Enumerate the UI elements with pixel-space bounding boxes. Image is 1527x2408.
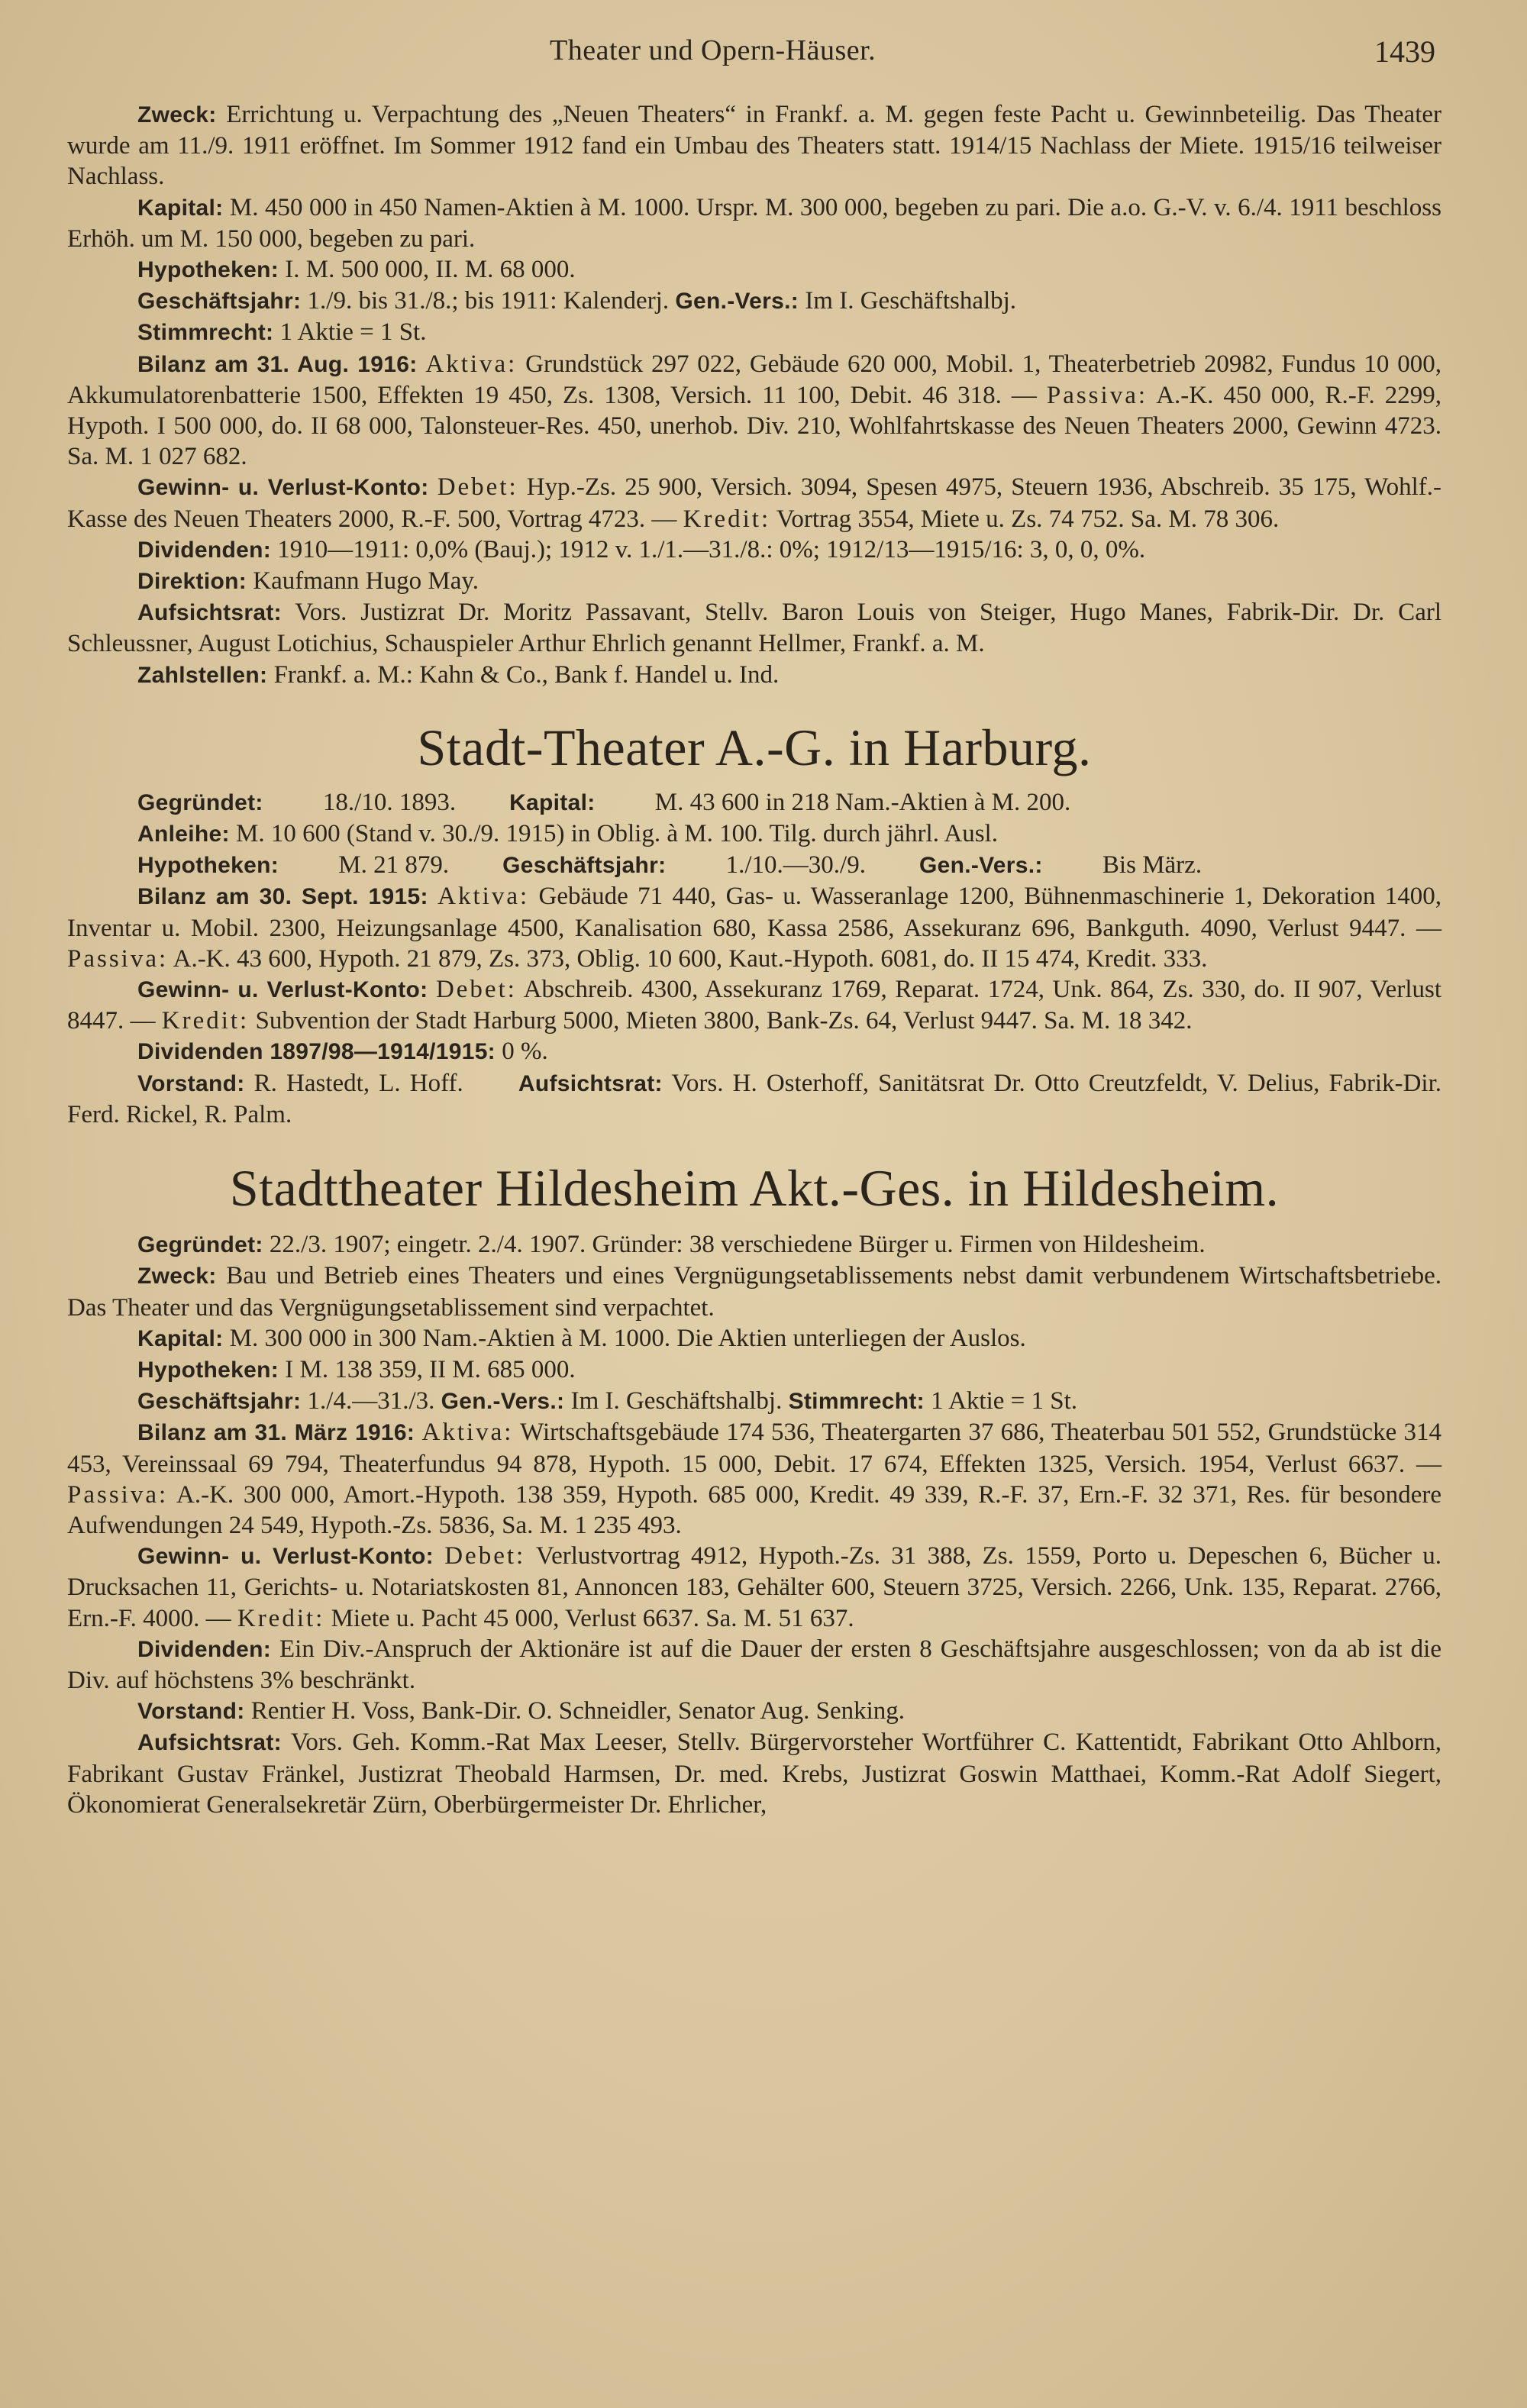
company-heading-hildesheim: Stadttheater Hildesheim Akt.-Ges. in Hildesheim. — [229, 1159, 1280, 1218]
geschaeftsjahr-paragraph: Geschäftsjahr: 1./4.—31./3. Gen.-Vers.: Im I. Geschäftshalbj. Stimmrecht: 1 Aktie = 1 St. — [137, 1387, 1078, 1415]
guv-paragraph: Gewinn- u. Verlust-Konto: Debet: Hyp.-Zs. 25 900, Versich. 3094, Spesen 4975, Steuern 1936, Abschreib. 35 175, Wohlf.-Kasse des Neuen Theaters 2000, R.-F. 500, Vortrag 4723. — Kredit: Vortrag 3554, Miete u. Zs. 74 752. Sa. M. 78 306. — [67, 473, 1442, 533]
dividenden-paragraph: Dividenden 1897/98—1914/1915: 0 %. — [137, 1038, 548, 1066]
hypotheken-paragraph: Hypotheken: I M. 138 359, II M. 685 000. — [137, 1355, 576, 1383]
dividenden-paragraph: Dividenden: Ein Div.-Anspruch der Aktionäre ist auf die Dauer der ersten 8 Geschäftsjahre ausgeschlossen; von da ab ist die Div. auf höchstens 3% beschränkt. — [67, 1635, 1442, 1694]
aufsichtsrat-paragraph: Aufsichtsrat: Vors. Justizrat Dr. Moritz Passavant, Stellv. Baron Louis von Steiger, Hugo Manes, Fabrik-Dir. Dr. Carl Schleussner, August Lotichius, Schauspieler Arthur Ehrlich genannt Hellmer, Frankf. a. M. — [67, 599, 1441, 658]
guv-paragraph: Gewinn- u. Verlust-Konto: Debet: Abschreib. 4300, Assekuranz 1769, Reparat. 1724, Unk. 864, Zs. 330, do. II 907, Verlust 8447. — Kredit: Subvention der Stadt Harburg 5000, Mieten 3800, Bank-Zs. 64, Verlust 9447. Sa. M. 18 342. — [67, 976, 1441, 1035]
hypotheken-geschaeftsjahr-paragraph: Hypotheken: M. 21 879. Geschäftsjahr: 1./10.—30./9. Gen.-Vers.: Bis März. — [137, 851, 1203, 880]
bilanz-paragraph: Bilanz am 31. März 1916: Aktiva: Wirtschaftsgebäude 174 536, Theatergarten 37 686, Theaterbau 501 552, Grundstücke 314 453, Vereinssaal 69 794, Theaterfundus 94 878, Hypoth. 15 000, Debit. 17 674, Effekten 1325, Versich. 1954, Verlust 6637. — Passiva: A.-K. 300 000, Amort.-Hypoth. 138 359, Hypoth. 685 000, Kredit. 49 339, R.-F. 37, Ern.-F. 32 371, Res. für besondere Aufwendungen 24 549, Hypoth.-Zs. 5836, Sa. M. 1 235 493. — [67, 1419, 1442, 1539]
zahlstellen-paragraph: Zahlstellen: Frankf. a. M.: Kahn & Co., Bank f. Handel u. Ind. — [137, 660, 780, 689]
zweck-paragraph: Zweck: Errichtung u. Verpachtung des „Neuen Theaters“ in Frankf. a. M. gegen feste Pacht u. Gewinnbeteilig. Das Theater wurde am 11./9. 1911 eröffnet. Im Sommer 1912 fand ein Umbau des Theaters statt. 1914/15 Nachlass der Miete. 1915/16 teilweiser Nachlass. — [67, 101, 1441, 191]
company-heading-harburg: Stadt-Theater A.-G. in Harburg. — [417, 718, 1092, 776]
gegruendet-kapital-paragraph: Gegründet: 18./10. 1893. Kapital: M. 43 600 in 218 Nam.-Aktien à M. 200. — [137, 788, 1071, 816]
running-title: Theater und Opern-Häuser. — [550, 34, 876, 66]
entry-neues-theater — [67, 99, 1441, 691]
entry-stadttheater-hildesheim — [67, 1229, 1441, 1820]
aufsichtsrat-paragraph: Aufsichtsrat: Vors. Geh. Komm.-Rat Max Leeser, Stellv. Bürgervorsteher Wortführer C. Kattentidt, Fabrikant Otto Ahlborn, Fabrikant Gustav Fränkel, Justizrat Theobald Harmsen, Dr. med. Krebs, Justizrat Goswin Matthaei, Komm.-Rat Adolf Siegert, Ökonomierat Generalsekretär Zürn, Oberbürgermeister Dr. Ehrlicher, — [67, 1729, 1442, 1819]
page-number: 1439 — [1374, 34, 1435, 69]
kapital-paragraph: Kapital: M. 450 000 in 450 Namen-Aktien à M. 1000. Urspr. M. 300 000, begeben zu pari. Die a.o. G.-V. v. 6./4. 1911 beschloss Erhöh. um M. 150 000, begeben zu pari. — [67, 193, 1441, 253]
hypotheken-paragraph: Hypotheken: I. M. 500 000, II. M. 68 000. — [137, 256, 576, 284]
guv-paragraph: Gewinn- u. Verlust-Konto: Debet: Verlustvortrag 4912, Hypoth.-Zs. 31 388, Zs. 1559, Porto u. Depeschen 6, Bücher u. Drucksachen 11, Gerichts- u. Notariatskosten 81, Annoncen 183, Gehälter 600, Steuern 3725, Versich. 2266, Unk. 135, Reparat. 2766, Ern.-F. 4000. — Kredit: Miete u. Pacht 45 000, Verlust 6637. Sa. M. 51 637. — [67, 1542, 1442, 1632]
bilanz-paragraph: Bilanz am 30. Sept. 1915: Aktiva: Gebäude 71 440, Gas- u. Wasseranlage 1200, Bühnenmaschinerie 1, Dekoration 1400, Inventar u. Mobil. 2300, Heizungsanlage 4500, Kanalisation 680, Kassa 2586, Assekuranz 696, Bankguth. 4090, Verlust 9447. — Passiva: A.-K. 43 600, Hypoth. 21 879, Zs. 373, Oblig. 10 600, Kaut.-Hypoth. 6081, do. II 15 474, Kredit. 333. — [67, 883, 1442, 973]
entry-stadt-theater-harburg — [67, 787, 1441, 1130]
stimmrecht-paragraph: Stimmrecht: 1 Aktie = 1 St. — [137, 318, 427, 347]
kapital-paragraph: Kapital: M. 300 000 in 300 Nam.-Aktien à M. 1000. Die Aktien unterliegen der Auslos. — [137, 1324, 1026, 1352]
vorstand-paragraph: Vorstand: Rentier H. Voss, Bank-Dir. O. Schneidler, Senator Aug. Senking. — [137, 1697, 906, 1725]
direktion-paragraph: Direktion: Kaufmann Hugo May. — [137, 567, 479, 596]
dividenden-paragraph: Dividenden: 1910—1911: 0,0% (Bauj.); 1912 v. 1./1.—31./8.: 0%; 1912/13—1915/16: 3, 0, 0, 0%. — [137, 535, 1146, 563]
gegruendet-paragraph: Gegründet: 22./3. 1907; eingetr. 2./4. 1907. Gründer: 38 verschiedene Bürger u. Firmen von Hildesheim. — [137, 1231, 1206, 1259]
page-header — [61, 29, 1435, 75]
geschaeftsjahr-paragraph: Geschäftsjahr: 1./9. bis 31./8.; bis 1911: Kalenderj. Gen.-Vers.: Im I. Geschäftshalbj. — [137, 287, 1017, 315]
anleihe-paragraph: Anleihe: M. 10 600 (Stand v. 30./9. 1915) in Oblig. à M. 100. Tilg. durch jährl. Ausl. — [137, 820, 998, 848]
zweck-paragraph: Zweck: Bau und Betrieb eines Theaters und eines Vergnügungsetablissements nebst damit verbundenem Wirtschaftsbetriebe. Das Theater und das Vergnügungsetablissement sind verpachtet. — [67, 1262, 1441, 1322]
vorstand-aufsichtsrat-paragraph: Vorstand: R. Hastedt, L. Hoff. Aufsichtsrat: Vors. H. Osterhoff, Sanitätsrat Dr. Otto Creutzfeldt, V. Delius, Fabrik-Dir. Ferd. Rickel, R. Palm. — [67, 1069, 1442, 1128]
page-content — [67, 99, 1441, 1820]
bilanz-paragraph: Bilanz am 31. Aug. 1916: Aktiva: Grundstück 297 022, Gebäude 620 000, Mobil. 1, Theaterbetrieb 20982, Fundus 10 000, Akkumulatorenbatterie 1500, Effekten 19 450, Zs. 1308, Versich. 11 100, Debit. 46 318. — Passiva: A.-K. 450 000, R.-F. 2299, Hypoth. I 500 000, do. II 68 000, Talonsteuer-Res. 450, unerhob. Div. 210, Wohlfahrtskasse des Neuen Theaters 2000, Gewinn 4723. Sa. M. 1 027 682. — [67, 350, 1442, 471]
